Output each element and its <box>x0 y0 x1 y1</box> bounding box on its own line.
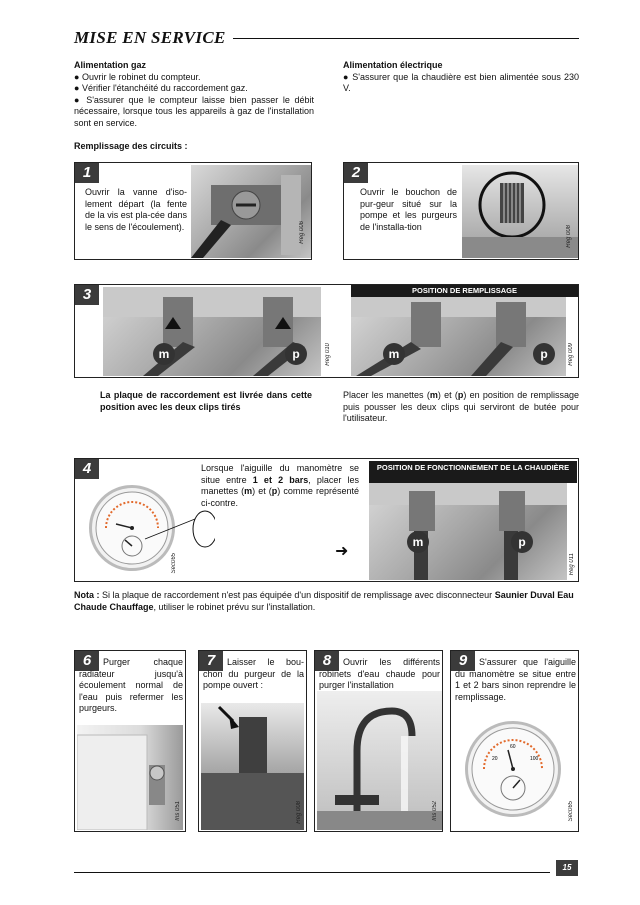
pump-purge-photo <box>462 165 578 258</box>
label-p: p <box>285 343 307 365</box>
note: Nota : Si la plaque de raccordement n'est pas équipée d'un dispositif de remplissage avec disconnecteur Saunier Duval Eau Chaude Chauffage, utiliser le robinet prévu sur l'installation. <box>74 590 574 612</box>
step-2-panel <box>343 162 579 260</box>
figure-ref: Ins 051 <box>175 801 181 821</box>
step-9-text: S'assurer que l'aiguille du manomètre se situe entre 1 et 2 bars sinon reprendre le remplissage. <box>455 657 576 702</box>
step-6-text: Purger chaque radiateur jusqu'à écoulement normal de l'eau puis refermer les purgeurs. <box>79 657 183 713</box>
step-number: 8 <box>315 651 339 671</box>
label-p: p <box>533 343 555 365</box>
footer-rule <box>74 872 550 873</box>
filling-heading: Remplissage des circuits : <box>74 141 188 151</box>
plate-operating-illustration <box>369 483 567 580</box>
figure-ref: Reg 011 <box>569 553 575 576</box>
step-7-text: Laisser le bou-chon du purgeur de la pompe ouvert : <box>203 657 304 690</box>
step-3-caption-right: Placer les manettes (m) et (p) en position de remplissage puis pousser les deux clips qui serviront de butée pour l'utilisateur. <box>343 390 579 423</box>
faucet-illustration <box>317 691 442 830</box>
gauge-tick-label: 20 <box>492 756 498 762</box>
gas-item: ● Vérifier l'étanchéité du raccordement gaz. <box>74 83 248 93</box>
figure-ref: Ins 052 <box>432 801 438 821</box>
step-number: 1 <box>75 163 99 183</box>
valve-illustration <box>191 165 311 258</box>
label-p: p <box>511 531 533 553</box>
radiator-illustration <box>77 725 183 830</box>
step-7-panel <box>198 650 307 832</box>
gauge-tick-label: 100 <box>530 756 539 762</box>
label-m: m <box>383 343 405 365</box>
figure-ref: Sec065 <box>171 553 177 574</box>
gas-item: ● S'assurer que le compteur laisse bien passer le débit nécessaire, lorsque tous les appareils à gaz de l'installation sont en service. <box>74 94 314 128</box>
gas-heading: Alimentation gaz <box>74 60 147 70</box>
electric-section <box>343 60 579 95</box>
electric-heading: Alimentation électrique <box>343 60 443 70</box>
step-8-panel <box>314 650 443 832</box>
page-title: MISE EN SERVICE <box>74 28 226 47</box>
label-m: m <box>407 531 429 553</box>
pump-purge-illustration <box>462 165 578 258</box>
pump-purge-illustration <box>201 703 304 830</box>
gas-item: ● Ouvrir le robinet du compteur. <box>74 71 201 82</box>
step-number: 3 <box>75 285 99 305</box>
figure-ref: Reg 006 <box>299 221 305 244</box>
step-number: 6 <box>75 651 99 671</box>
arrow-right-icon: ➜ <box>335 543 349 560</box>
plate-filling-illustration <box>351 297 566 376</box>
figure-ref: Reg 010 <box>325 343 331 366</box>
plate-filling-photo <box>351 297 566 376</box>
electric-item: ● S'assurer que la chaudière est bien alimentée sous 230 V. <box>343 71 580 93</box>
filling-position-band: POSITION DE REMPLISSAGE <box>351 285 578 297</box>
step-4-text: Lorsque l'aiguille du manomètre se situe entre 1 et 2 bars, placer les manettes (m) et (p) comme représenté ci-contre. <box>201 463 359 508</box>
step-number: 2 <box>344 163 368 183</box>
operating-position-band: POSITION DE FONCTIONNEMENT DE LA CHAUDIÈRE <box>369 461 577 483</box>
faucet-photo <box>317 691 442 830</box>
page-number: 15 <box>556 860 578 876</box>
step-8-text: Ouvrir les différents robinets d'eau chaude pour purger l'installation <box>319 657 440 690</box>
plate-operating-photo <box>369 483 567 580</box>
gauge-tick-label: 60 <box>510 744 516 750</box>
valve-photo <box>191 165 311 258</box>
step-3-panel <box>74 284 579 378</box>
pump-purge-photo <box>201 703 304 830</box>
figure-ref: Sec065 <box>568 801 574 822</box>
step-1-panel <box>74 162 312 260</box>
figure-ref: Reg 008 <box>566 225 572 248</box>
step-2-text: Ouvrir le bouchon de pur-geur situé sur la pompe et les purgeurs de l'installa-tion <box>360 187 457 232</box>
step-number: 7 <box>199 651 223 671</box>
gas-section <box>74 60 314 129</box>
step-9-panel <box>450 650 579 832</box>
radiator-photo <box>77 725 183 830</box>
figure-ref: Reg 008 <box>296 801 302 824</box>
label-m: m <box>153 343 175 365</box>
step-number: 9 <box>451 651 475 671</box>
title-rule <box>233 38 579 39</box>
pressure-gauge <box>465 721 561 817</box>
step-4-panel <box>74 458 579 582</box>
step-1-text: Ouvrir la vanne d'iso-lement départ (la fente de la vis est pla-cée dans le sens de l'écoulement). <box>85 187 187 232</box>
step-number: 4 <box>75 459 99 479</box>
figure-ref: Reg 009 <box>568 343 574 366</box>
pressure-gauge-dial <box>468 724 558 814</box>
step-6-panel <box>74 650 186 832</box>
step-3-caption-left: La plaque de raccordement est livrée dans cette position avec les deux clips tirés <box>100 390 312 412</box>
